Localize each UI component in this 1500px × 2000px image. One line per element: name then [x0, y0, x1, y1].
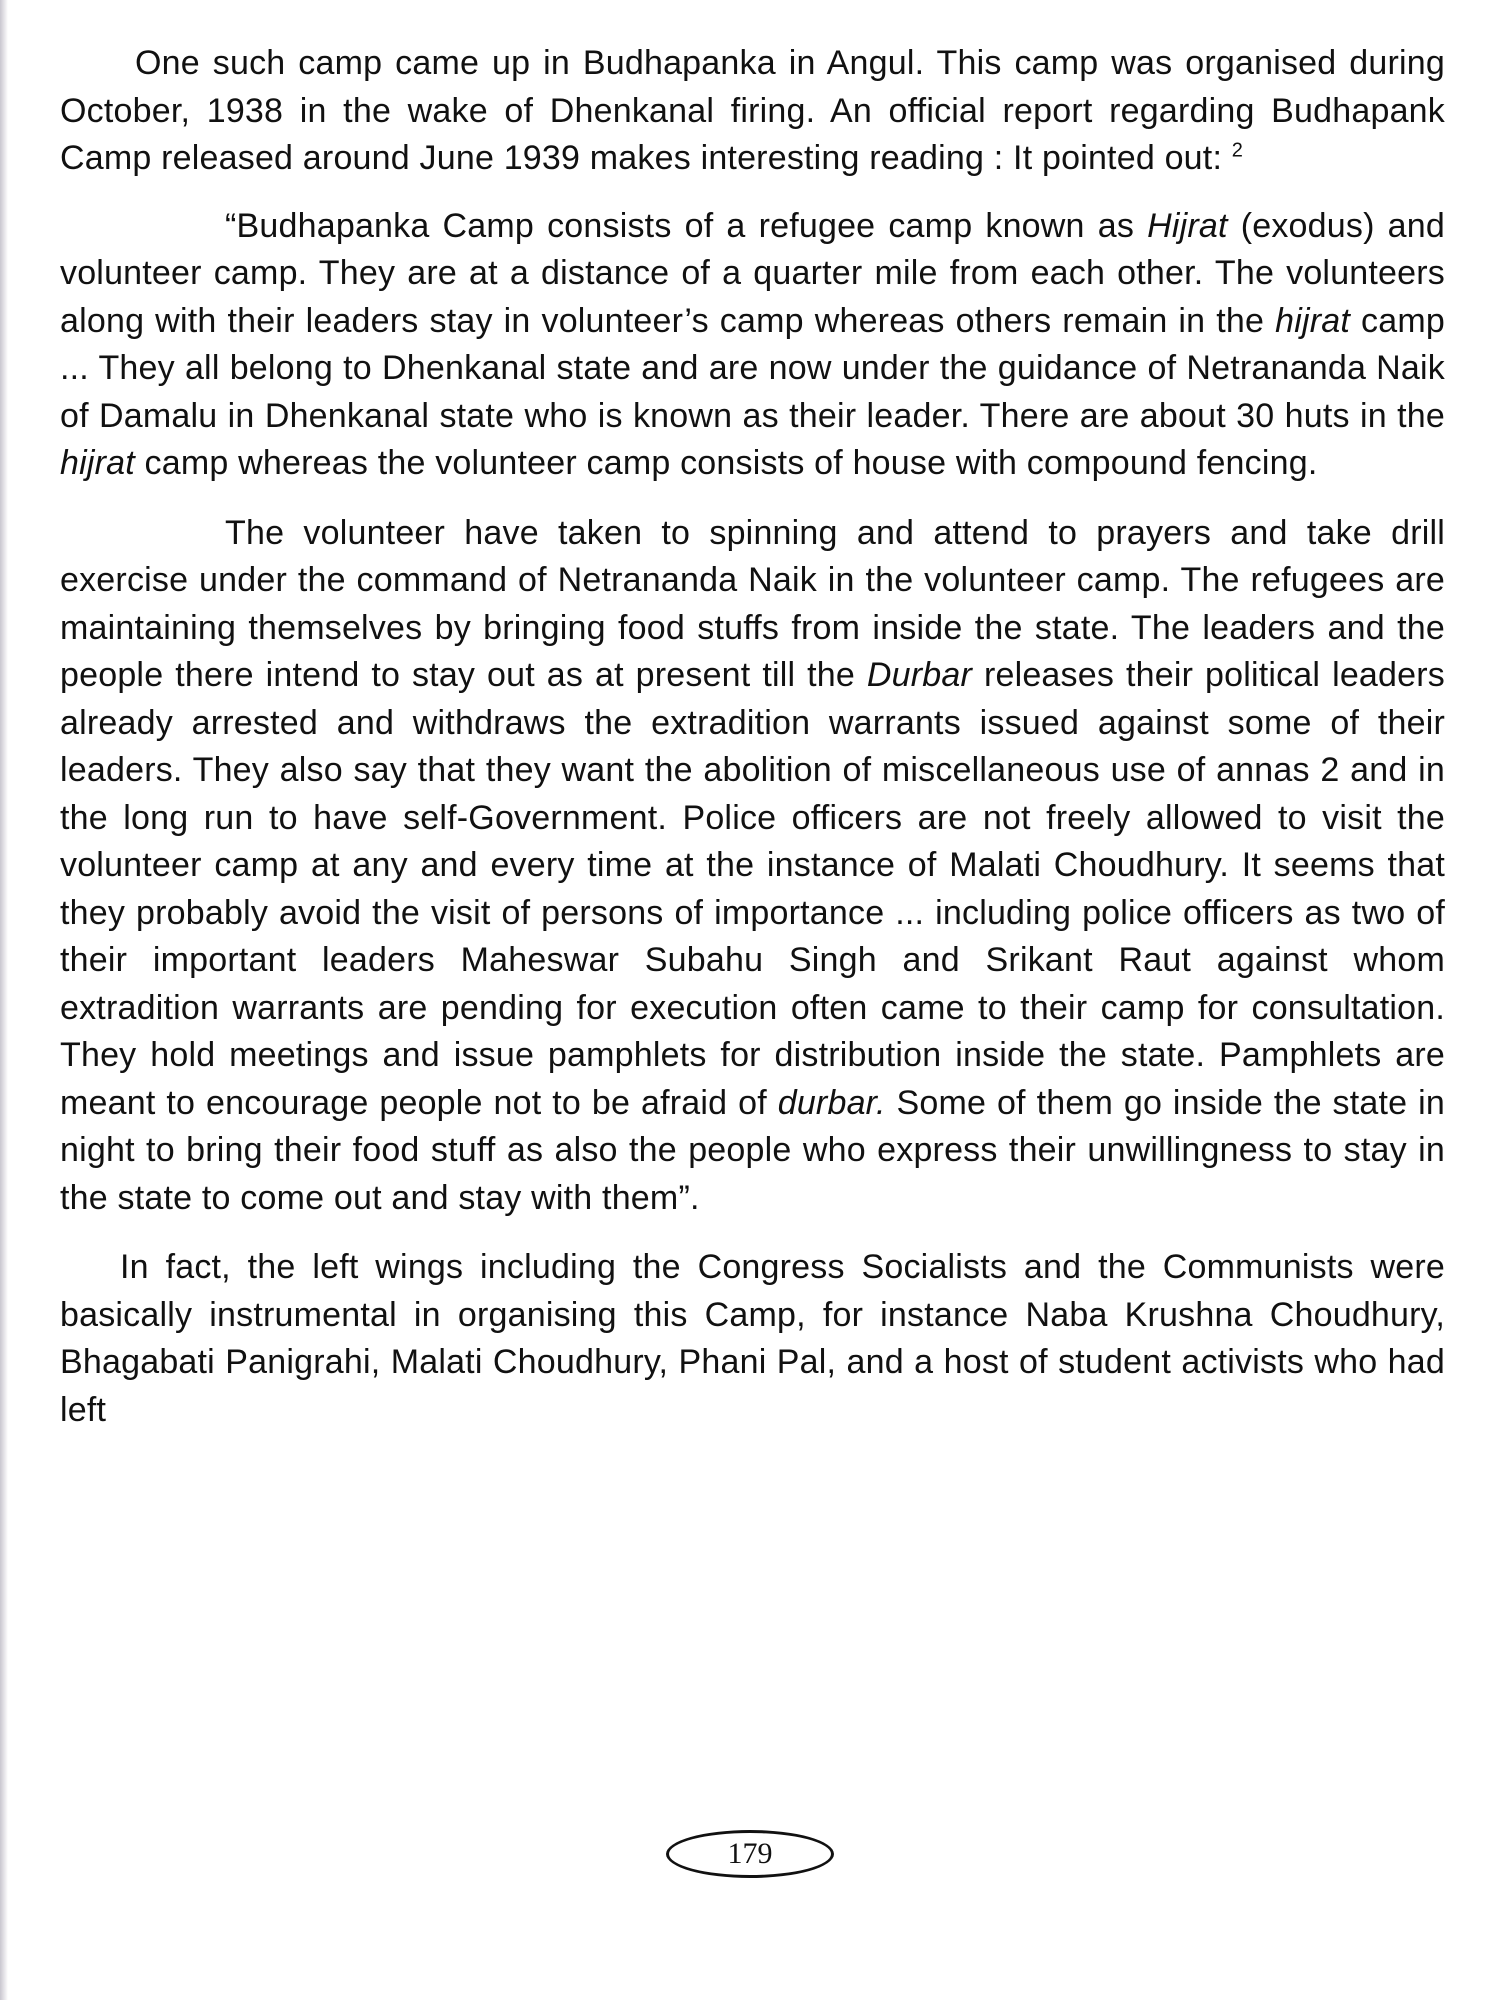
- text-run: camp whereas the volunteer camp consists of house with compound fencing.: [134, 444, 1318, 482]
- italic-term: Hijrat: [1147, 206, 1228, 245]
- text-run: Some of them go inside the state in night to bring their food stuff as also the people who express their unwillingness to stay in the state to come out and stay with them”.: [60, 1083, 1446, 1217]
- text-run: In fact, the left wings including the Congress Socialists and the Communists were basically instrumental in organising this Camp, for instance Naba Krushna Choudhury, Bhagabati Panigrahi, Malati Choudhury, Phani Pal, and a host of student activists who had left: [60, 1248, 1445, 1429]
- paragraph-report-quote-2: [60, 510, 1445, 1223]
- text-run: (exodus) and volunteer camp. They are at a distance of a quarter mile from each other. The volunteers along with their leaders stay in volunteer’s camp whereas others remain in the: [60, 206, 1445, 340]
- document-page: [60, 40, 1445, 1434]
- text-run: releases their political leaders already arrested and withdraws the extradition warrants issued against some of their leaders. They also say that they want the abolition of miscellaneous use of annas 2 and in the long run to have self-Government. Police officers are not freely allowed to visit the volunteer camp at any and every time at the instance of Malati Choudhury. It seems that they probably avoid the visit of persons of importance ... including police officers as two of their important leaders Maheswar Subahu Singh and Srikant Raut against whom extradition warrants are pending for execution often came to their camp for consultation. They hold meetings and issue pamphlets for distribution inside the state. Pamphlets are meant to encourage people not to be afraid of: [60, 656, 1445, 1122]
- italic-term: durbar.: [777, 1083, 886, 1122]
- text-run: “Budhapanka Camp consists of a refugee camp known as: [225, 206, 1148, 245]
- italic-term: Durbar: [866, 656, 973, 694]
- page-footer: [0, 1830, 1500, 1878]
- scan-left-edge: [0, 0, 8, 2000]
- page-number: 179: [666, 1830, 834, 1878]
- footnote-marker: 2: [1231, 139, 1244, 162]
- italic-term: hijrat: [60, 444, 135, 482]
- italic-term: hijrat: [1275, 301, 1351, 340]
- text-run: camp ... They all belong to Dhenkanal state and are now under the guidance of Netrananda Naik of Damalu in Dhenkanal state who is known as their leader. There are about 30 huts in the: [60, 301, 1445, 435]
- paragraph-report-quote-1: [60, 203, 1445, 488]
- paragraph-left-wings: [60, 1244, 1445, 1434]
- text-run: The volunteer have taken to spinning and attend to prayers and take drill exercise under the command of Netrananda Naik in the volunteer camp. The refugees are maintaining themselves by bringing food stuffs from inside the state. The leaders and the people there intend to stay out as at present till the: [60, 513, 1445, 694]
- paragraph-camp-intro: [60, 40, 1445, 183]
- text-run: One such camp came up in Budhapanka in Angul. This camp was organised during October, 1938 in the wake of Dhenkanal firing. An official report regarding Budhapank Camp released around June 1939 makes interesting reading : It pointed out:: [60, 44, 1445, 177]
